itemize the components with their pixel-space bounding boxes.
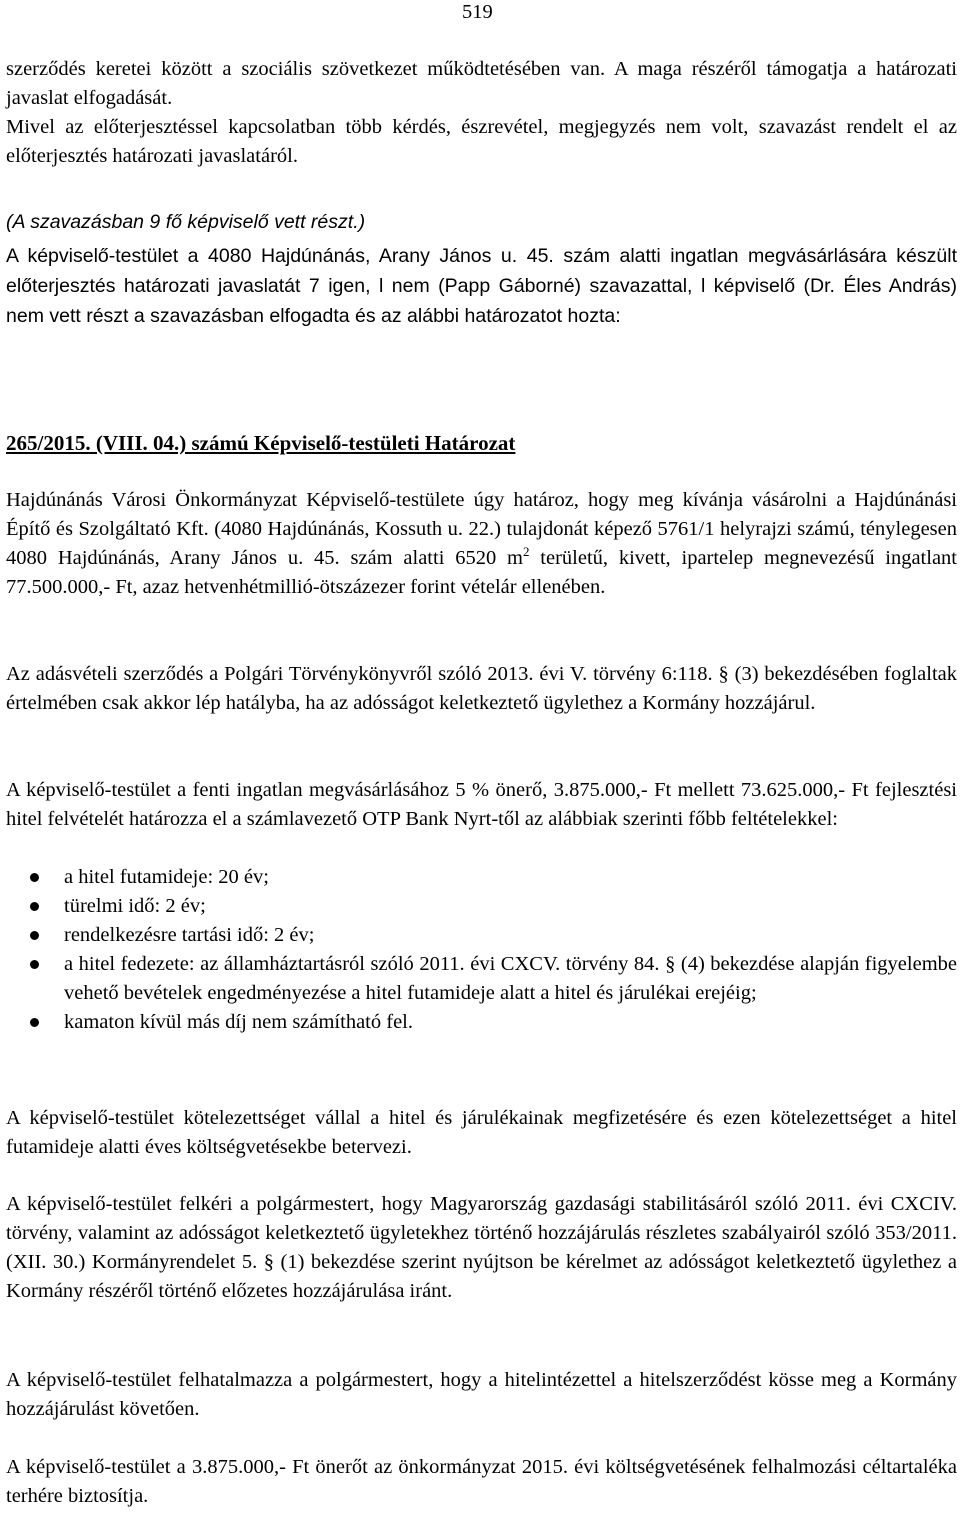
resolution-heading: 265/2015. (VIII. 04.) számú Képviselő-testületi Határozat <box>6 431 516 455</box>
list-item-text: a hitel futamideje: 20 év; <box>64 866 269 888</box>
list-item-text: kamaton kívül más díj nem számítható fel. <box>64 1011 413 1033</box>
bullet-icon <box>30 1018 39 1027</box>
list-item-text: rendelkezésre tartási idő: 2 év; <box>64 924 315 946</box>
paragraph-government-consent: A képviselő-testület felkéri a polgármestert, hogy Magyarország gazdasági stabilitásáról szóló 2011. évi CXCIV. törvény, valamint az adósságot keletkeztető ügyletekhez történő hozzájárulás részletes szabályairól szóló 353/2011. (XII. 30.) Kormányrendelet 5. § (1) bekezdése szerint nyújtson be kérelmet az adósságot keletkeztető ügylethez a Kormány részéről történő előzetes hozzájárulása iránt. <box>6 1193 957 1302</box>
paragraph-repayment-obligation: A képviselő-testület kötelezettséget vállal a hitel és járulékainak megfizetésére és ezen kötelezettséget a hitel futamideje alatti éves költségvetésekbe betervezi. <box>6 1107 957 1158</box>
paragraph-resolution-purchase-text-end: területű, kivett, ipartelep megnevezésű ingatlant 77.500.000,- Ft, azaz hetvenhétmillió-ötszázezer forint vételár ellenében. <box>6 547 957 598</box>
paragraph-vote-result: A képviselő-testület a 4080 Hajdúnánás, Arany János u. 45. szám alatti ingatlan megvásárlására készült előterjesztés határozati javaslatát 7 igen, l nem (Papp Gáborné) szavazattal, l képviselő (Dr. Éles András) nem vett részt a szavazásban elfogadta és az alábbi határozatot hozta: <box>6 245 957 327</box>
paragraph-loan-decision: A képviselő-testület a fenti ingatlan megvásárlásához 5 % önerő, 3.875.000,- Ft mellett 73.625.000,- Ft fejlesztési hitel felvételét határozza el a számlavezető OTP Bank Nyrt-től az alábbiak szerinti főbb feltételekkel: <box>6 779 957 830</box>
list-item-text: türelmi idő: 2 év; <box>64 895 206 917</box>
list-item <box>6 950 957 1008</box>
superscript-2: 2 <box>522 544 530 560</box>
list-item <box>6 921 957 950</box>
page-number: 519 <box>462 1 493 23</box>
paragraph-intro: szerződés keretei között a szociális szövetkezet működtetésében van. A maga részéről támogatja a határozati javaslat elfogadását. <box>6 58 957 109</box>
bullet-icon <box>30 960 39 969</box>
paragraph-vote-participation: (A szavazásban 9 fő képviselő vett részt.) <box>6 211 366 233</box>
paragraph-own-funds: A képviselő-testület a 3.875.000,- Ft önerőt az önkormányzat 2015. évi költségvetésének felhalmozási céltartaléka terhére biztosítja. <box>6 1456 957 1507</box>
list-item <box>6 892 957 921</box>
bullet-icon <box>30 873 39 882</box>
paragraph-loan-contract-authorization: A képviselő-testület felhatalmazza a polgármestert, hogy a hitelintézettel a hitelszerződést kösse meg a Kormány hozzájárulást követően. <box>6 1369 957 1420</box>
bullet-icon <box>30 902 39 911</box>
bullet-icon <box>30 931 39 940</box>
paragraph-resolution-purchase <box>6 486 957 602</box>
paragraph-contract-condition: Az adásvételi szerződés a Polgári Törvénykönyvről szóló 2013. évi V. törvény 6:118. § (3) bekezdésében foglaltak értelmében csak akkor lép hatályba, ha az adósságot keletkeztető ügylethez a Kormány hozzájárul. <box>6 663 957 714</box>
paragraph-resolution-purchase-text: Hajdúnánás Városi Önkormányzat Képviselő-testülete úgy határoz, hogy meg kívánja vásárolni a Hajdúnánási Építő és Szolgáltató Kft. (4080 Hajdúnánás, Kossuth u. 22.) tulajdonát képező 5761/1 helyrajzi számú, ténylegesen 4080 Hajdúnánás, Arany János u. 45. szám alatti 6520 m <box>6 489 957 569</box>
list-item-text: a hitel fedezete: az államháztartásról szóló 2011. évi CXCV. törvény 84. § (4) bekezdése alapján figyelembe vehető bevételek engedményezése a hitel futamideje alatt a hitel és járulékai erejéig; <box>64 953 957 1004</box>
list-item <box>6 1008 957 1037</box>
loan-conditions-list <box>6 863 957 1037</box>
paragraph-vote-called: Mivel az előterjesztéssel kapcsolatban több kérdés, észrevétel, megjegyzés nem volt, szavazást rendelt el az előterjesztés határozati javaslatáról. <box>6 116 957 167</box>
list-item <box>6 863 957 892</box>
